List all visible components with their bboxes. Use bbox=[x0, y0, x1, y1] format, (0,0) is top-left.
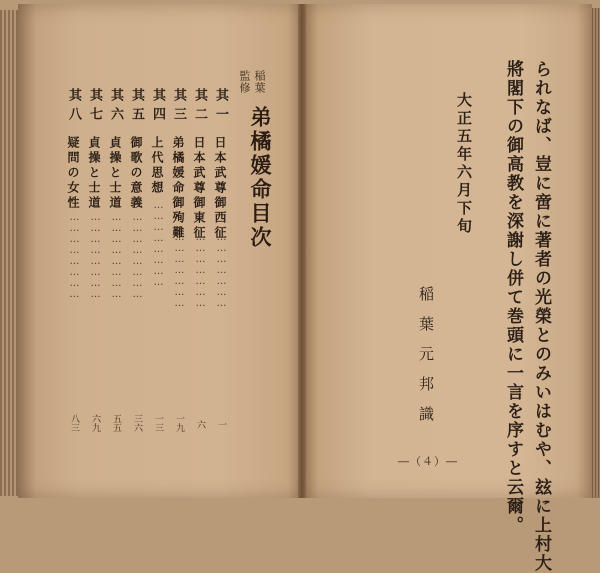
toc-entry-5-number: 其五 bbox=[129, 88, 144, 126]
toc-entry-6-title: 貞操と士道 bbox=[108, 136, 122, 211]
toc-entry-8-leader: …………………… bbox=[69, 212, 80, 300]
toc-entry-7-title: 貞操と士道 bbox=[87, 136, 101, 211]
preface-signature: 稲葉元邦識 bbox=[417, 286, 435, 436]
toc-entry-2-title: 日本武尊御東征 bbox=[192, 136, 206, 241]
toc-entry-7-leader: …………………… bbox=[90, 212, 101, 300]
toc-entry-4-title: 上代思想 bbox=[150, 136, 164, 196]
left-page-edges bbox=[0, 10, 20, 496]
header-label-2: 監修 bbox=[238, 70, 251, 94]
toc-entry-5-leader: …………………… bbox=[132, 212, 143, 300]
toc-entry-5-page: 三六 bbox=[132, 414, 142, 432]
toc-entry-1-number: 其一 bbox=[213, 88, 228, 126]
toc-entry-5-title: 御歌の意義 bbox=[129, 136, 143, 211]
toc-entry-3-title: 弟橘媛命御殉難 bbox=[171, 136, 185, 241]
toc-entry-6-leader: …………………… bbox=[111, 212, 122, 300]
toc-entry-3-number: 其三 bbox=[171, 88, 186, 126]
toc-entry-4-number: 其四 bbox=[150, 88, 165, 126]
toc-entry-8-page: 八三 bbox=[69, 414, 79, 432]
toc-entry-3-leader: ………………… bbox=[174, 232, 185, 309]
preface-date: 大正五年六月下旬 bbox=[455, 92, 473, 236]
toc-entry-4-leader: …………………… bbox=[153, 200, 164, 288]
right-page-edges bbox=[590, 8, 600, 498]
toc-entry-4-page: 一三 bbox=[153, 414, 163, 432]
header-label-1: 稲葉 bbox=[253, 70, 266, 94]
toc-entry-3-page: 一九 bbox=[174, 414, 184, 432]
toc-entry-1-title: 日本武尊御西征 bbox=[213, 136, 227, 241]
preface-line-1: られなば、豈に啻に著者の光榮とのみいはむや、玆に上村大 bbox=[531, 60, 551, 573]
toc-entry-1-leader: ………………… bbox=[216, 232, 227, 309]
toc-title: 弟橘媛命目次 bbox=[248, 106, 273, 250]
toc-entry-8-number: 其八 bbox=[66, 88, 81, 126]
toc-entry-7-number: 其七 bbox=[87, 88, 102, 126]
toc-entry-2-page: 六 bbox=[195, 420, 205, 429]
book-spine bbox=[298, 4, 306, 498]
toc-entry-7-page: 六九 bbox=[90, 414, 100, 432]
toc-entry-1-page: 一 bbox=[216, 420, 226, 429]
toc-entry-8-title: 疑問の女性 bbox=[66, 136, 80, 211]
toc-entry-2-leader: ………………… bbox=[195, 232, 206, 309]
page-number: ―（４）― bbox=[398, 455, 458, 468]
toc-entry-2-number: 其二 bbox=[192, 88, 207, 126]
toc-entry-6-number: 其六 bbox=[108, 88, 123, 126]
toc-entry-6-page: 五五 bbox=[111, 414, 121, 432]
preface-line-2: 將閣下の御高教を深謝し併て巻頭に一言を序すと云爾。 bbox=[503, 60, 523, 535]
